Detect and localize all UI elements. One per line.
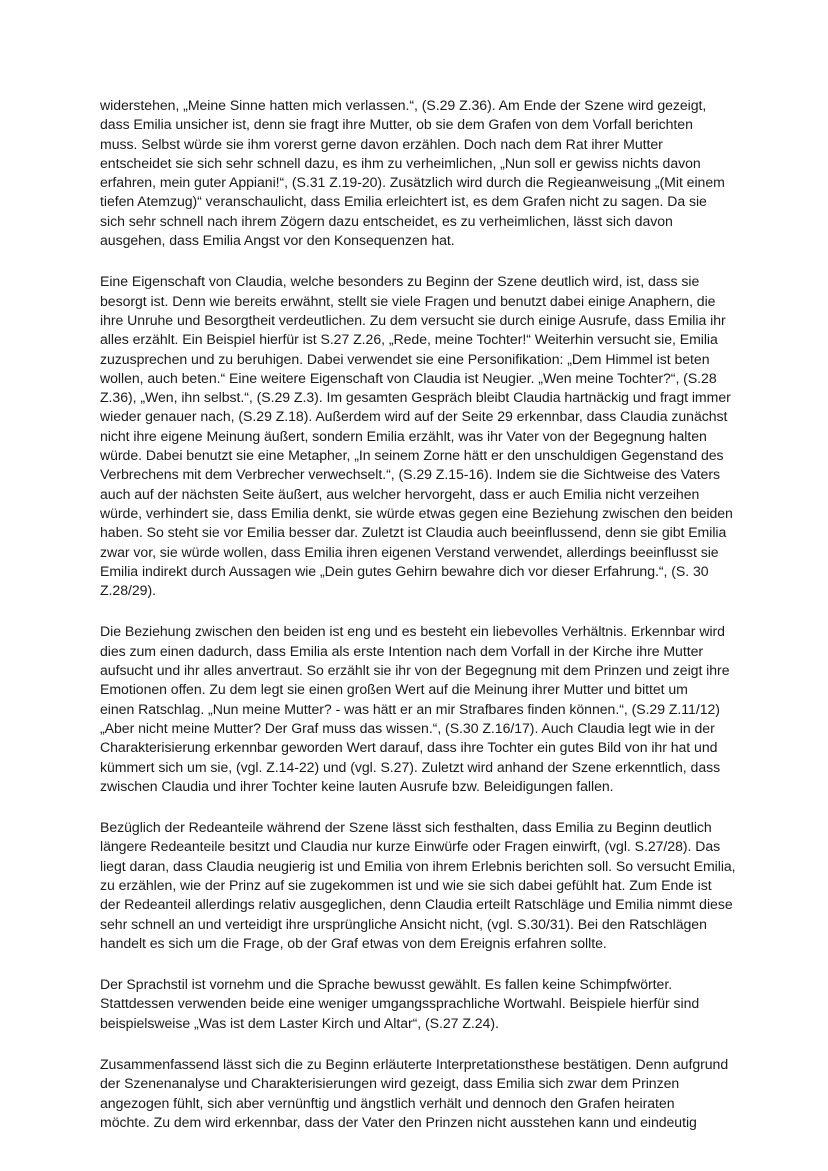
paragraph-zusammenfassung: Zusammenfassend lässt sich die zu Beginn erläuterte Interpretationsthese bestätigen. Denn aufgrund der Szenenanalyse und Charakterisierungen wird gezeigt, dass Emilia sich zwar dem Prinzen angezogen fühlt, sich aber vernünftig und ängstlich verhält und dennoch den Grafen heiraten möchte. Zu dem wird erkennbar, dass der Vater den Prinzen nicht ausstehen kann und eindeutig — [100, 1056, 729, 1130]
paragraph-claudia-eigenschaften: Eine Eigenschaft von Claudia, welche besonders zu Beginn der Szene deutlich wird, ist, dass sie besorgt ist. Denn wie bereits erwähnt, stellt sie viele Fragen und benutzt dabei einige Anaphern, die ihre Unruhe und Besorgtheit verdeutlichen. Zu dem versucht sie durch einige Ausrufe, dass Emilia ihr alles erzählt. Ein Beispiel hierfür ist S.27 Z.26, „Rede, meine Tochter!“ Weiterhin versucht sie, Emilia zuzusprechen und zu beruhigen. Dabei verwendet sie eine Personifikation: „Dem Himmel ist beten wollen, auch beten.“ Eine weitere Eigenschaft von Claudia ist Neugier. „Wen meine Tochter?“, (S.28 Z.36), „Wen, ihn selbst.“, (S.29 Z.3). Im gesamten Gespräch bleibt Claudia hartnäckig und fragt immer wieder genauer nach, (S.29 Z.18). Außerdem wird auf der Seite 29 erkennbar, dass Claudia zunächst nicht ihre eigene Meinung äußert, sondern Emilia erzählt, was ihr Vater von der Begegnung halten würde. Dabei benutzt sie eine Metapher, „In seinem Zorne hätt er den unschuldigen Gegenstand des Verbrechens mit dem Verbrecher verwechselt.“, (S.29 Z.15-16). Indem sie die Sichtweise des Vaters auch auf der nächsten Seite äußert, aus welcher hervorgeht, dass er auch Emilia nicht verzeihen würde, verhindert sie, dass Emilia denkt, sie würde etwas gegen eine Beziehung zwischen den beiden haben. So steht sie vor Emilia besser dar. Zuletzt ist Claudia auch beeinflussend, denn sie gibt Emilia zwar vor, sie würde wollen, dass Emilia ihren eigenen Verstand verwendet, allerdings beeinflusst sie Emilia indirekt durch Aussagen wie „Dein gutes Gehirn bewahre dich vor dieser Erfahrung.“, (S. 30 Z.28/29). — [100, 273, 733, 599]
paragraph-sprachstil: Der Sprachstil ist vornehm und die Sprache bewusst gewählt. Es fallen keine Schimpfwörter. Stattdessen verwenden beide eine weniger umgangssprachliche Wortwahl. Beispiele hierfür sind beispielsweise „Was ist dem Laster Kirch und Altar“, (S.27 Z.24). — [100, 976, 700, 1031]
paragraph-emilia-unsicherheit: widerstehen, „Meine Sinne hatten mich verlassen.“, (S.29 Z.36). Am Ende der Szene wird gezeigt, dass Emilia unsicher ist, denn sie fragt ihre Mutter, ob sie dem Grafen von dem Vorfall berichten muss. Selbst würde sie ihm vorerst gerne davon erzählen. Doch nach dem Rat ihrer Mutter entscheidet sie sich sehr schnell dazu, es ihm zu verheimlichen, „Nun soll er gewiss nichts davon erfahren, mein guter Appiani!“, (S.31 Z.19-20). Zusätzlich wird durch die Regieanweisung „(Mit einem tiefen Atemzug)“ veranschaulicht, dass Emilia erleichtert ist, es dem Grafen nicht zu sagen. Da sie sich sehr schnell nach ihrem Zögern dazu entscheidet, es zu verheimlichen, lässt sich davon ausgehen, dass Emilia Angst vor den Konsequenzen hat. — [100, 97, 725, 249]
paragraph-redeanteile: Bezüglich der Redeanteile während der Szene lässt sich festhalten, dass Emilia zu Beginn deutlich längere Redeanteile besitzt und Claudia nur kurze Einwürfe oder Fragen einwirft, (vgl. S.27/28). Das liegt daran, dass Claudia neugierig ist und Emilia von ihrem Erlebnis berichten soll. So versucht Emilia, zu erzählen, wie der Prinz auf sie zugekommen ist und wie sie sich dabei gefühlt hat. Zum Ende ist der Redeanteil allerdings relativ ausgeglichen, denn Claudia erteilt Ratschläge und Emilia nimmt diese sehr schnell an und verteidigt ihre ursprüngliche Ansicht nicht, (vgl. S.30/31). Bei den Ratschlägen handelt es sich um die Frage, ob der Graf etwas von dem Ereignis erfahren sollte. — [100, 819, 736, 951]
paragraph-beziehung: Die Beziehung zwischen den beiden ist eng und es besteht ein liebevolles Verhältnis. Erkennbar wird dies zum einen dadurch, dass Emilia als erste Intention nach dem Vorfall in der Kirche ihre Mutter aufsucht und ihr alles anvertraut. So erzählt sie ihr von der Begegnung mit dem Prinzen und zeigt ihre Emotionen offen. Zu dem legt sie einen großen Wert auf die Meinung ihrer Mutter und bittet um einen Ratschlag. „Nun meine Mutter? - was hätt er an mir Strafbares finden können.“, (S.29 Z.11/12) „Aber nicht meine Mutter? Der Graf muss das wissen.“, (S.30 Z.16/17). Auch Claudia legt wie in der Charakterisierung erkennbar geworden Wert darauf, dass ihre Tochter ein gutes Bild von ihr hat und kümmert sich um sie, (vgl. Z.14-22) und (vgl. S.27). Zuletzt wird anhand der Szene erkenntlich, dass zwischen Claudia und ihrer Tochter keine lauten Ausrufe bzw. Beleidigungen fallen. — [100, 623, 730, 794]
